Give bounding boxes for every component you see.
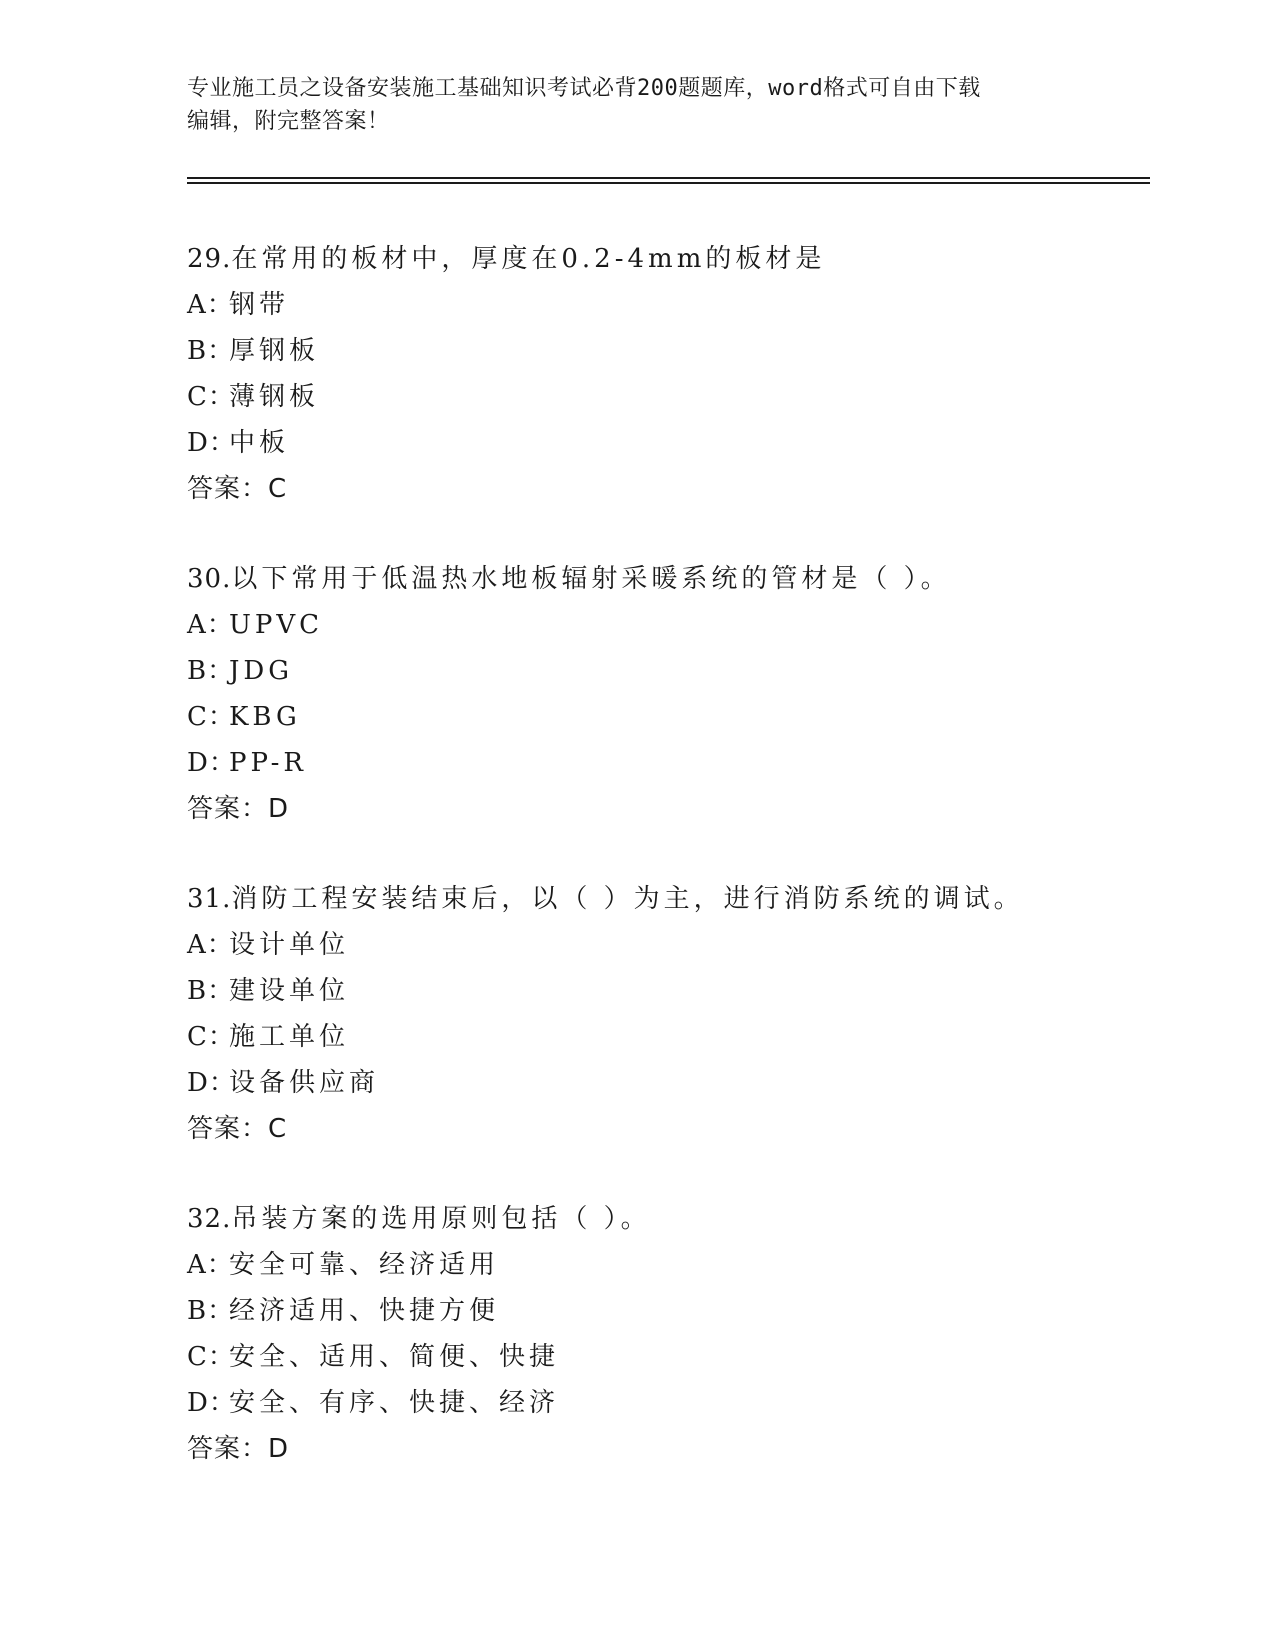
question-31 [187,876,1137,1152]
question-text: 以下常用于低温热水地板辐射采暖系统的管材是（ ）。 [231,564,951,594]
option-c [187,1334,1137,1380]
answer-line: 答案：C [187,1114,288,1144]
option-key: A： [187,930,234,960]
answer-line: 答案：D [187,794,290,824]
option-text: 经济适用、快捷方便 [229,1296,500,1326]
option-text: 设计单位 [229,930,350,960]
option-d [187,420,1137,466]
question-32 [187,1196,1137,1472]
option-key: B： [187,1296,235,1326]
option-key: C： [187,1022,235,1052]
option-key: C： [187,1342,235,1372]
header-line-1: 专业施工员之设备安装施工基础知识考试必背200题题库，word格式可自由下载 [187,76,981,101]
option-key: D： [187,748,236,778]
option-text: 安全、适用、简便、快捷 [229,1342,560,1372]
option-a [187,1242,1137,1288]
question-stem [187,236,1137,282]
header-divider-bottom [187,182,1150,184]
answer-line: 答案：C [187,474,288,504]
option-key: A： [187,610,234,640]
question-text: 在常用的板材中，厚度在0.2-4mm的板材是 [231,244,826,274]
answer-line: 答案：D [187,1434,290,1464]
question-stem [187,556,1137,602]
option-d [187,740,1137,786]
question-stem [187,1196,1137,1242]
question-text: 消防工程安装结束后，以（ ）为主，进行消防系统的调试。 [231,884,1024,914]
option-text: 厚钢板 [229,336,320,366]
option-key: B： [187,656,235,686]
option-c [187,1014,1137,1060]
option-text: PP-R [229,748,307,778]
option-key: B： [187,976,235,1006]
option-key: A： [187,290,234,320]
option-a [187,282,1137,328]
option-c [187,694,1137,740]
option-key: C： [187,382,235,412]
option-a [187,602,1137,648]
question-text: 吊装方案的选用原则包括（ ）。 [231,1204,651,1234]
option-text: 建设单位 [229,976,350,1006]
option-b [187,648,1137,694]
option-text: KBG [229,702,301,732]
option-text: JDG [229,656,294,686]
option-a [187,922,1137,968]
option-c [187,374,1137,420]
option-text: 中板 [229,428,290,458]
option-text: UPVC [229,610,324,640]
option-key: C： [187,702,235,732]
option-text: 薄钢板 [229,382,320,412]
option-d [187,1380,1137,1426]
option-d [187,1060,1137,1106]
question-29 [187,236,1137,512]
option-text: 设备供应商 [229,1068,380,1098]
option-b [187,968,1137,1014]
question-number: 29. [187,244,232,274]
question-30 [187,556,1137,832]
option-text: 安全可靠、经济适用 [229,1250,500,1280]
document-header [187,72,1067,138]
header-line-2: 编辑，附完整答案！ [187,109,390,134]
question-number: 30. [187,564,232,594]
option-text: 施工单位 [229,1022,350,1052]
option-key: D： [187,1388,236,1418]
option-key: D： [187,428,236,458]
question-stem [187,876,1137,922]
question-number: 31. [187,884,232,914]
option-key: B： [187,336,235,366]
option-text: 钢带 [229,290,290,320]
option-text: 安全、有序、快捷、经济 [229,1388,560,1418]
question-number: 32. [187,1204,232,1234]
option-b [187,328,1137,374]
option-b [187,1288,1137,1334]
header-divider-top [187,177,1150,179]
option-key: A： [187,1250,234,1280]
option-key: D： [187,1068,236,1098]
